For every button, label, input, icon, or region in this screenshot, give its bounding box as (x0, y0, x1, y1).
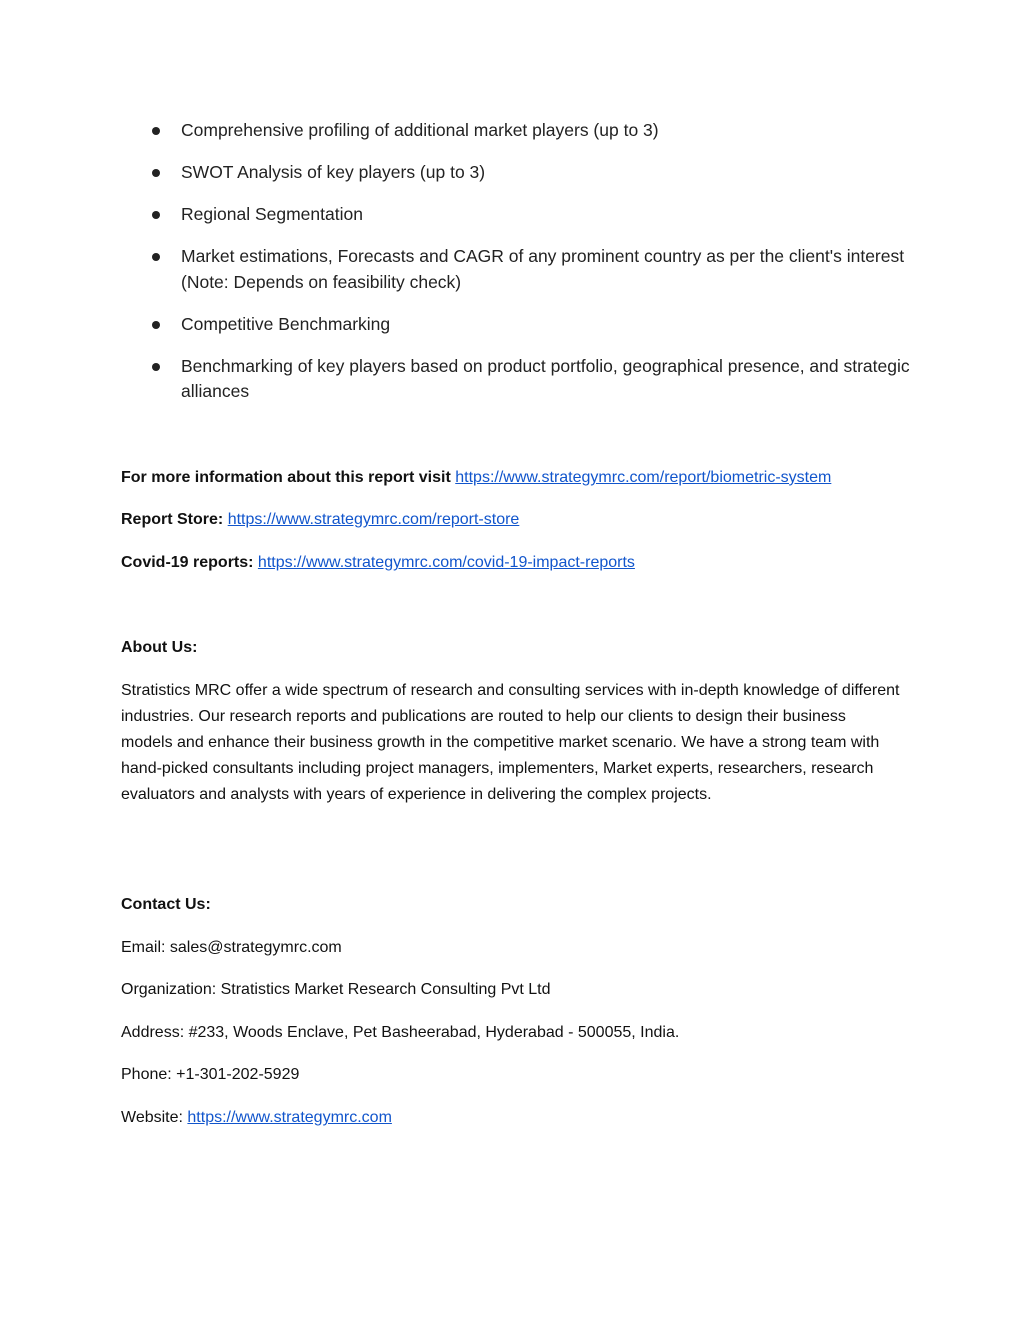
contact-website (121, 1105, 901, 1131)
website-label: Website: (121, 1109, 183, 1126)
contact-heading-text: Contact Us: (121, 896, 211, 913)
contact-organization: Organization: Stratistics Market Research Consulting Pvt Ltd (121, 981, 551, 998)
service-bullet-list (150, 118, 910, 421)
report-store-link[interactable]: https://www.strategymrc.com/report-store (227, 511, 520, 528)
bullet-text: Comprehensive profiling of additional market players (up to 3) (181, 120, 659, 140)
contact-heading (121, 892, 901, 918)
bullet-text: Regional Segmentation (181, 204, 363, 224)
list-item (150, 160, 910, 186)
covid-reports-label: Covid-19 reports: (121, 554, 254, 571)
bullet-text: Competitive Benchmarking (181, 313, 391, 334)
bullet-icon (152, 321, 160, 329)
covid-reports-line (121, 550, 901, 576)
list-item (150, 202, 910, 228)
report-store-line (121, 507, 901, 533)
bullet-text: SWOT Analysis of key players (up to 3) (181, 162, 486, 182)
about-heading-text: About Us: (121, 639, 198, 656)
report-store-label: Report Store: (121, 511, 224, 528)
bullet-text: Benchmarking of key players based on product portfolio, geographical presence, and strategic alliances (181, 355, 910, 401)
covid-reports-link[interactable]: https://www.strategymrc.com/covid-19-impact-reports (257, 554, 635, 571)
bullet-text: Market estimations, Forecasts and CAGR of any prominent country as per the client's interest (Note: Depends on feasibility check) (181, 246, 905, 292)
bullet-icon (152, 253, 160, 261)
list-item (150, 244, 910, 295)
list-item (150, 354, 910, 405)
contact-address: Address: #233, Woods Enclave, Pet Basheerabad, Hyderabad - 500055, India. (121, 1024, 680, 1041)
more-info-label: For more information about this report visit (121, 469, 451, 486)
list-item (150, 118, 910, 144)
about-heading (121, 635, 901, 661)
website-link[interactable]: https://www.strategymrc.com (187, 1109, 392, 1126)
contact-email: Email: sales@strategymrc.com (121, 939, 342, 956)
report-link[interactable]: https://www.strategymrc.com/report/biometric-system (455, 469, 832, 486)
more-info-line (121, 465, 901, 491)
bullet-icon (152, 363, 160, 371)
contact-phone: Phone: +1-301-202-5929 (121, 1066, 300, 1083)
bullet-icon (152, 169, 160, 177)
bullet-icon (152, 127, 160, 135)
about-body: Stratistics MRC offer a wide spectrum of research and consulting services with in-depth knowledge of different industries. Our research reports and publications are routed to help our clients to design their business models and enhance their business growth in the competitive market scenario. We have a strong team with hand-picked consultants including project managers, implementers, Market experts, researchers, research evaluators and analysts with years of experience in delivering the complex projects. (121, 682, 900, 803)
list-item (150, 312, 910, 338)
bullet-icon (152, 211, 160, 219)
